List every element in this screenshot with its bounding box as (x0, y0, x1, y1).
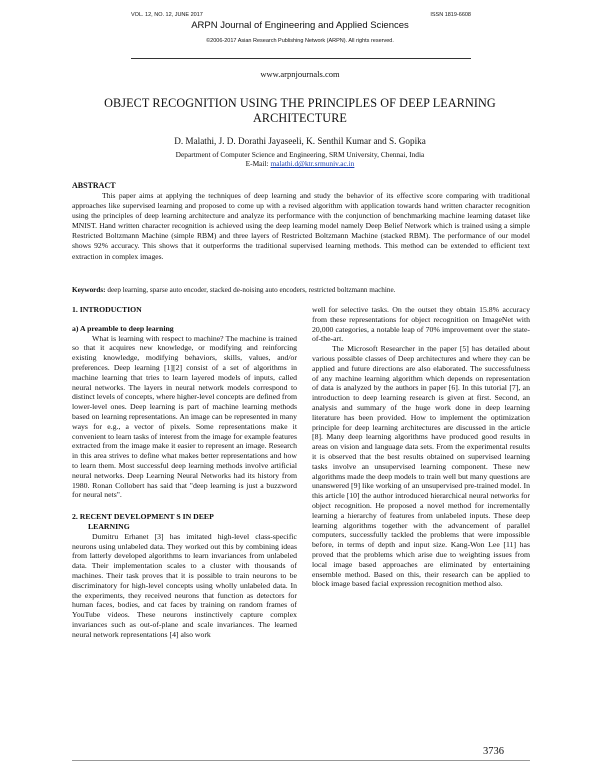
keywords (72, 286, 530, 294)
right-column (312, 305, 530, 589)
intro-paragraph: What is learning with respect to machine? The machine is trained so that it acquires new knowledge, or modifying and reinforcing existing knowledge, modifying behaviors, skills, values, and/or preferences. Deep learning [1][2] consist of a set of algorithms in machine learning that tries to learn layered models of inputs, called neural networks. The layers in neural network models correspond to distinct levels of concepts, where higher-level concepts are defined from lower-level ones. Deep learning is part of machine learning methods based on learning representations. An image can be represented in many ways for e.g., a vector of pixels. Some representations make it convenient to learn tasks of interest from the image for example features extracted from the image make it easier to represent an image. Research in this area strives to define what makes better representations and how to learn them. Most successful deep learning methods involve artificial neural networks. Deep Learning Neural Networks had its history from 1980. Ronan Collobert has said that "deep learning is just a buzzword for neural nets". (72, 333, 297, 500)
keywords-label: Keywords: (72, 286, 106, 294)
title-line-1: OBJECT RECOGNITION USING THE PRINCIPLES OF DEEP LEARNING (104, 96, 496, 110)
continued-paragraph: well for selective tasks. On the outset they obtain 15.8% accuracy from these representations for object recognition on ImageNet with 20,000 categories, a notable leap of 70% improvement over the state-of-the-art. (312, 305, 530, 344)
paper-title (60, 96, 540, 126)
email-label: E-Mail: (245, 159, 269, 168)
email-line (0, 159, 600, 168)
copyright-notice: ©2006-2017 Asian Research Publishing Network (ARPN). All rights reserved. (206, 38, 394, 44)
abstract-text: This paper aims at applying the techniques of deep learning and study the behavior of its effective score comparing with traditional approaches like supervised learning and proposed to come up with a revised algorithm with application towards hand written character recognition using the principles of deep learning architecture and analyze its performance with the conjunction of benchmarking machine learning dataset like MNIST. Hand written character recognition is achieved using the deep learning model namely Deep Belief Network which is trained using a simple Restricted Boltzmann Machine (simple RBM) and three layers of Restricted Boltzmann Machine (stacked RBM). The performance of our model shows 92% accuracy. This shows that it outperforms the traditional supervised learning methods. This method can be extended to efficient text extraction in complex images. (72, 191, 530, 261)
page-number: 3736 (483, 746, 504, 757)
email-link[interactable]: malathi.d@ktr.srmuniv.ac.in (270, 159, 355, 168)
title-line-2: ARCHITECTURE (253, 111, 347, 125)
section-2-heading-line-1: 2. RECENT DEVELOPMENT S IN DEEP (72, 512, 214, 522)
keywords-text: deep learning, sparse auto encoder, stacked de-noising auto encoders, restricted boltzmann machine. (107, 286, 396, 294)
journal-name: ARPN Journal of Engineering and Applied Sciences (191, 20, 409, 31)
footer-divider (72, 760, 530, 761)
abstract-heading: ABSTRACT (72, 181, 116, 190)
subsection-a-heading: a) A preamble to deep learning (72, 323, 174, 333)
section-1-heading: 1. INTRODUCTION (72, 305, 142, 314)
left-column (72, 305, 297, 640)
header-divider (131, 58, 471, 59)
journal-website[interactable]: www.arpnjournals.com (260, 69, 340, 79)
issn-info: ISSN 1819-6608 (430, 12, 471, 18)
section-2-heading-line-2: LEARNING (88, 521, 130, 531)
affiliation: Department of Computer Science and Engineering, SRM University, Chennai, India (175, 150, 425, 159)
volume-info: VOL. 12, NO. 12, JUNE 2017 (131, 12, 203, 18)
authors: D. Malathi, J. D. Dorathi Jayaseeli, K. Senthil Kumar and S. Gopika (174, 136, 426, 146)
related-work-paragraph: The Microsoft Researcher in the paper [5] has detailed about various possible classes of Deep architectures and where they can be applied and future directions are also elaborated. The successfulness of any machine learning algorithm which depends on representation of data is analyzed by the authors in paper [6]. In this tutorial [7], an introduction to deep learning research is given at first. Second, an analysis and summary of the huge work done in deep learning literature has been provided. How to implement the optimization principle for deep learning architectures are discussed in the article [8]. Many deep learning algorithms have produced good results in areas on vision and language data sets. From the experimental results it is observed that the best results obtained on supervised learning tasks involve an unsupervised learning component. These new algorithms made the deep models to train well but many questions are unanswered [9] like working of an unsupervised pre-trained model. In this article [10] the author introduced hierarchical neural networks for object recognition. He proposed a novel method for incrementally learning a hierarchy of features from unlabeled inputs. These deep learning algorithms together with the advancement of parallel computers, successfully tackled the problems that were impossible before, in terms of depth and input size. Kang-Won Lee [11] has proved that the problems which arise due to weighting issues from local image based approaches are eliminated by entertaining ensemble method. Based on this, their research can be applied to block image based facial expression recognition method also. (312, 344, 530, 589)
section-2-paragraph: Dumitru Erhanet [3] has imitated high-level class-specific neurons using unlabeled data. They worked out this by combining ideas from latterly developed algorithms to learn invariances from unlabeled data. Their implementation scales to a cluster with thousands of machines. Their task proves that it is possible to train neurons to be discriminatory for high-level concepts using wholly unlabeled data. In the experiments, they received neurons that function as detectors for human faces, bodies, and cat faces by training on random frames of YouTube videos. These neurons instinctively capture complex invariances such as out-of-plane and scale invariances. The learned neural network representations [4] also work (72, 531, 297, 639)
